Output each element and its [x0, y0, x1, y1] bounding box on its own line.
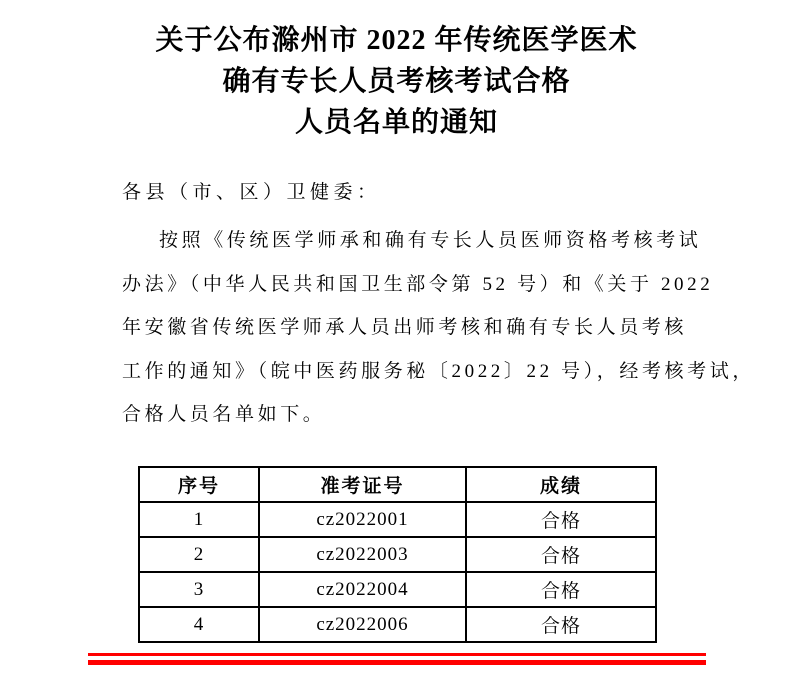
- cell-result: 合格: [466, 607, 656, 642]
- paragraph-line-5: 合格人员名单如下。: [122, 404, 326, 425]
- col-header-index: 序号: [139, 467, 259, 502]
- title-line-2: 确有专长人员考核考试合格: [222, 66, 571, 97]
- col-header-result: 成绩: [466, 467, 656, 502]
- paragraph-line-1: 按照《传统医学师承和确有专长人员医师资格考核考试: [159, 230, 702, 251]
- salutation: 各县（市、区）卫健委：: [122, 182, 381, 203]
- table-row: [139, 607, 656, 642]
- cell-ticket-number: cz2022001: [259, 502, 466, 537]
- body-paragraph: [122, 219, 755, 437]
- results-table: [138, 466, 657, 643]
- table-row: [139, 537, 656, 572]
- cell-result: 合格: [466, 572, 656, 607]
- paragraph-line-3: 年安徽省传统医学师承人员出师考核和确有专长人员考核: [122, 317, 688, 338]
- cell-result: 合格: [466, 502, 656, 537]
- cell-index: 2: [139, 537, 259, 572]
- cell-ticket-number: cz2022006: [259, 607, 466, 642]
- cell-index: 1: [139, 502, 259, 537]
- title-line-3: 人员名单的通知: [294, 107, 498, 138]
- paragraph-line-2: 办法》（中华人民共和国卫生部令第 52 号）和《关于 2022: [122, 273, 714, 295]
- cell-index: 4: [139, 607, 259, 642]
- document-title: [0, 20, 793, 143]
- table-row: [139, 572, 656, 607]
- table-row: [139, 502, 656, 537]
- cell-index: 3: [139, 572, 259, 607]
- title-line-1: 关于公布滁州市 2022 年传统医学医术: [155, 25, 638, 56]
- red-rule-bottom: [88, 660, 706, 665]
- cell-ticket-number: cz2022003: [259, 537, 466, 572]
- red-double-rule: [88, 653, 706, 665]
- col-header-ticket-number: 准考证号: [259, 467, 466, 502]
- cell-result: 合格: [466, 537, 656, 572]
- red-rule-top: [88, 653, 706, 656]
- table-header-row: [139, 467, 656, 502]
- paragraph-line-4: 工作的通知》（皖中医药服务秘〔2022〕22 号），经考核考试，: [122, 360, 755, 382]
- cell-ticket-number: cz2022004: [259, 572, 466, 607]
